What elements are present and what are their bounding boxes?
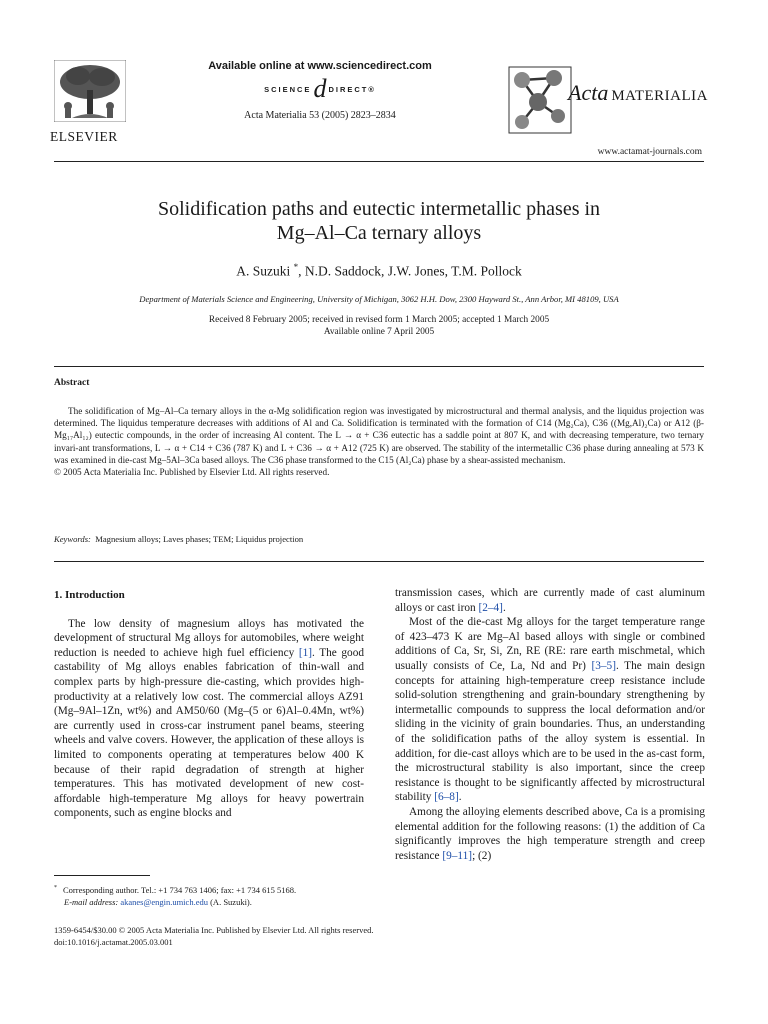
footnote-rule — [54, 875, 150, 876]
acta-wordmark: Acta MATERIALIA — [568, 80, 708, 105]
abstract-copyright: © 2005 Acta Materialia Inc. Published by Elsevier Ltd. All rights reserved. — [54, 467, 330, 478]
abstract-line: The solidification of Mg–Al–Ca ternary alloys in the α-Mg solidification region was investigated by microstructural and thermal — [68, 406, 553, 416]
received-dates: Received 8 February 2005; received in revised form 1 March 2005; accepted 1 March 2005 — [208, 315, 550, 325]
corresponding-author[interactable]: A. Suzuki — [236, 263, 291, 279]
header-rule — [54, 161, 704, 162]
intro-paragraph-3: Among the alloying elements described above, Ca is a promising elemental addition for the following reasons: (1) the addition of Ca significantly improves the high temperature strength and creep resistance [9–11]; (2) — [395, 805, 705, 862]
online-date: Available online 7 April 2005 — [323, 327, 435, 337]
author-list: A. Suzuki *, N.D. Saddock, J.W. Jones, T.M. Pollock — [236, 262, 522, 279]
section-heading-introduction: 1. Introduction — [54, 589, 125, 601]
abstract-line: analysis, and the liquidus projection was determined. The liquidus temperature decreases with additions of Al and Ca. Solidification — [54, 406, 704, 429]
molecule-icon — [508, 66, 572, 134]
footnote — [54, 882, 374, 908]
body-top-rule — [54, 561, 704, 562]
elsevier-logo — [50, 60, 130, 145]
keywords — [54, 534, 303, 544]
article-title: Solidification paths and eutectic intermetallic phases in Mg–Al–Ca ternary alloys — [157, 198, 601, 244]
corresponding-footnote: * Corresponding author. Tel.: +1 734 763 1406; fax: +1 734 615 5168. — [54, 884, 297, 895]
elsevier-tree-icon — [54, 60, 126, 122]
acta-materialia-logo — [508, 66, 708, 136]
email-link[interactable]: akanes@engin.umich.edu — [120, 896, 208, 907]
journal-url[interactable]: www.actamat-journals.com — [597, 147, 702, 157]
citation-link[interactable]: [1] — [298, 646, 313, 659]
abstract-line: ant transformations, L → α + C14 + C36 (787 K) and L + C36 → α + A12 (725 K) are observed. The stability of the intermetallic — [78, 442, 566, 453]
sd-right: DIRECT® — [328, 84, 376, 94]
sd-at-icon: d — [313, 74, 327, 103]
abstract-line: C36 phase during annealing at 573 K was examined in die-cast Mg–5Al–3Ca based alloys. The C36 phase transformed to the — [54, 442, 705, 465]
citation-link[interactable]: [6–8] — [434, 791, 459, 804]
keywords-list: Magnesium alloys; Laves phases; TEM; Liquidus projection — [95, 534, 304, 544]
journal-reference: Acta Materialia 53 (2005) 2823–2834 — [244, 110, 396, 121]
abstract-line: increasing Al content. The L → α + C36 eutectic has a saddle point at 807 K, and with decreasing temperature, two ternary invari- — [54, 430, 705, 453]
email-footnote: E-mail address: akanes@engin.umich.edu (A. Suzuki). — [64, 896, 252, 907]
doi-line[interactable]: doi:10.1016/j.actamat.2005.03.001 — [54, 937, 173, 947]
affiliation: Department of Materials Science and Engineering, University of Michigan, 3062 H.H. Dow, 2300 Hayward St., Ann Arbor, MI 48109, USA — [139, 294, 619, 304]
sd-left: SCIENCE — [264, 84, 312, 94]
abstract-body — [54, 405, 704, 478]
intro-paragraph-2: Most of the die-cast Mg alloys for the target temperature range of 423–473 K are Mg–Al based alloys with single or combined additions of Ca, Sr, Si, Zn, RE (RE: rare earth mischmetal, which usually consists of Ce, La, Nd and Pr) [3–5]. The main design concepts for attaining high-temperature creep resistance include solid-solution strengthening and grain-boundary strengthening by intermetallic compounds to suppress the local deformation and/or sliding in the vicinity of grain boundaries. Thus, an understanding of the solidification paths of the alloy system is essential. In addition, for die-cast alloys which are to be used in the as-cast form, the microstructural stability is also important, since the creep resistance is thought to be significantly affected by microstructural stability [6–8]. — [395, 616, 705, 804]
abstract-text — [54, 405, 704, 466]
citation-link[interactable]: [9–11] — [442, 849, 473, 862]
citation-link[interactable]: [3–5] — [591, 659, 616, 672]
email-label: E-mail address: — [64, 896, 119, 907]
author-mark[interactable]: * — [293, 262, 299, 272]
abstract-top-rule — [54, 366, 704, 367]
publisher-name: ELSEVIER — [50, 129, 118, 144]
keywords-label: Keywords: — [54, 534, 91, 544]
sciencedirect-logo — [190, 74, 450, 103]
sciencedirect-banner — [190, 60, 450, 121]
available-online-text[interactable]: Available online at www.sciencedirect.com — [208, 60, 432, 72]
right-column — [395, 586, 705, 863]
citation-link[interactable]: [2–4] — [478, 601, 503, 614]
footnote-mark: * — [54, 885, 57, 891]
abstract-line: is terminated with the formation of C14 (Mg₂Ca), C36 ((Mg,Al)₂Ca) or A12 (β-Mg₁₇Al₁₂) eutectic compounds, in the order of — [54, 418, 704, 441]
issn-line: 1359-6454/$30.00 © 2005 Acta Materialia Inc. Published by Elsevier Ltd. All rights reserved. — [54, 925, 374, 935]
article-dates — [54, 314, 704, 338]
left-column — [54, 588, 364, 821]
intro-paragraph-1: The low density of magnesium alloys has motivated the development of structural Mg alloys for automobiles, where weight reduction is needed to achieve high fuel efficiency [1]. The good castability of Mg alloys enables fabrication of thin-wall and complex parts by high-pressure die-casting, which provides high-productivity at a relatively low cost. The commercial alloys AZ91 (Mg–9Al–1Zn, wt%) and AM50/60 (Mg–(5 or 6)Al–0.4Mn, wt%) are currently used in cross-car instrument panel beams, steering wheels and valve covers. However, the application of these alloys is limited to components operating at temperatures below 400 K because of their rapid degradation of strength at higher temperatures. This has motivated development of new cost-affordable high-temperature Mg alloys for heavy powertrain components, such as engine blocks and — [54, 617, 365, 820]
bottom-info — [54, 924, 373, 948]
abstract-line: C15 (Al₂Ca) phase by a shear-assisted mechanism. — [378, 454, 566, 465]
intro-paragraph-1-cont: transmission cases, which are currently made of cast aluminum alloys or cast iron [2–4]. — [395, 587, 705, 614]
abstract-heading: Abstract — [54, 378, 90, 388]
